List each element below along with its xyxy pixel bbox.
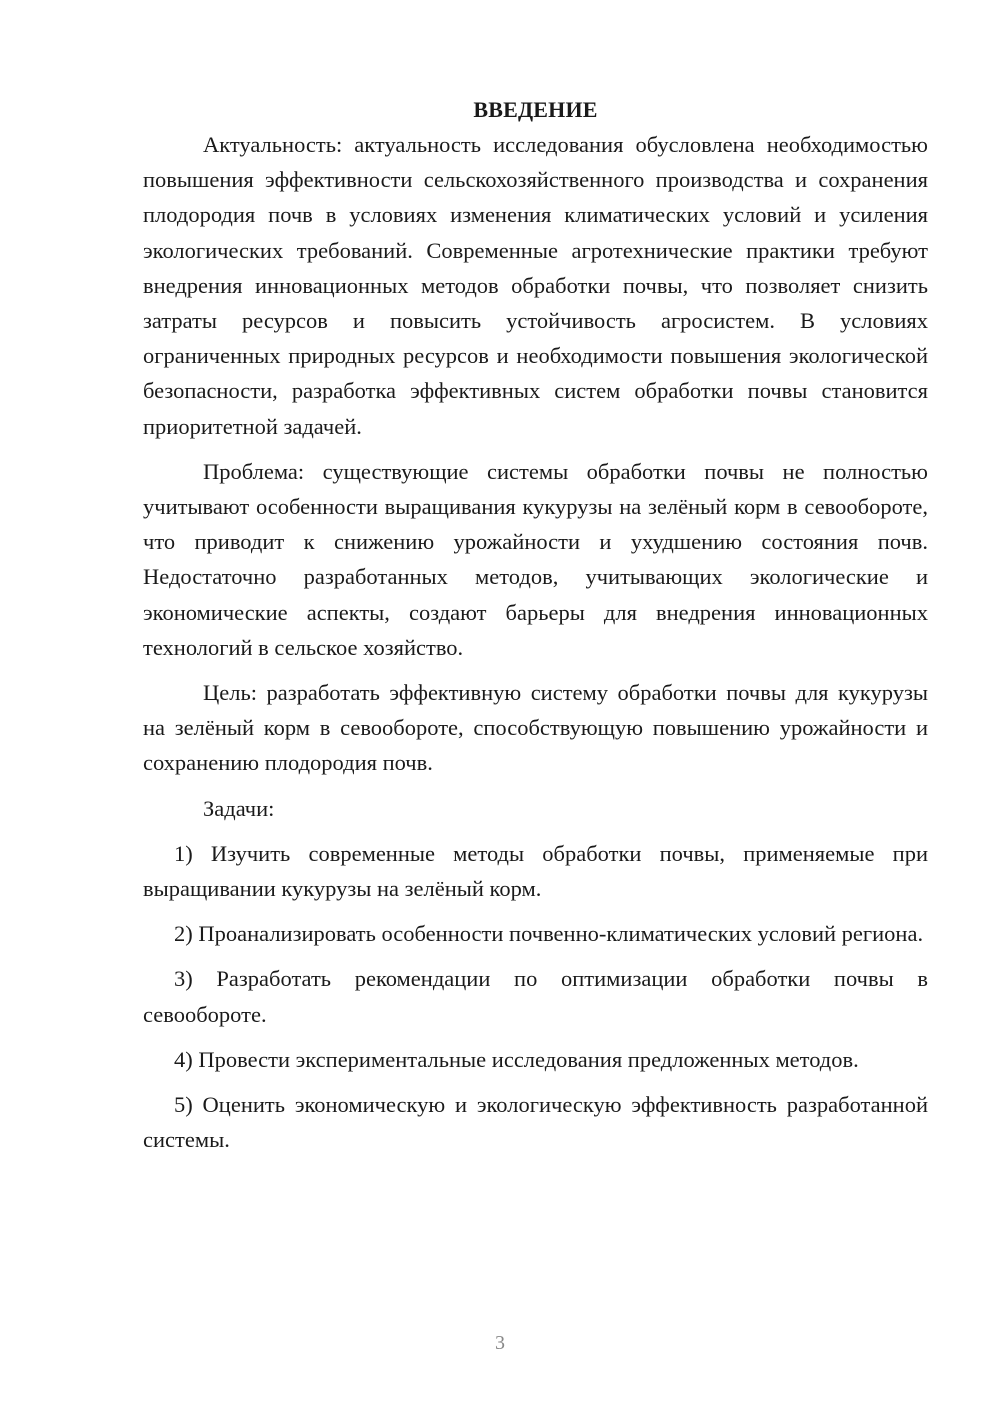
task-item: 5) Оценить экономическую и экологическую эффективность разработанной системы. (143, 1092, 928, 1153)
tasks-label: Задачи: (203, 795, 275, 821)
page-number: 3 (495, 1332, 505, 1354)
paragraph-problem: Проблема: существующие системы обработки почвы не полностью учитывают особенности выращивания кукурузы на зелёный корм в севообороте, что приводит к снижению урожайности и ухудшению состояния почв. Недостаточно разработанных методов, учитывающих экологические и экономические аспекты, создают барьеры для внедрения инновационных технологий в сельское хозяйство. (143, 458, 928, 660)
paragraph-relevance: Актуальность: актуальность исследования обусловлена необходимостью повышения эффективности сельскохозяйственного производства и сохранения плодородия почв в условиях изменения климатических условий и усиления экологических требований. Современные агротехнические практики требуют внедрения инновационных методов обработки почвы, что позволяет снизить затраты ресурсов и повысить устойчивость агросистем. В условиях ограниченных природных ресурсов и необходимости повышения экологической безопасности, разработка эффективных систем обработки почвы становится приоритетной задачей. (143, 132, 928, 439)
task-item: 4) Провести экспериментальные исследования предложенных методов. (174, 1046, 859, 1072)
tasks-list (143, 836, 928, 1158)
paragraph-goal: Цель: разработать эффективную систему обработки почвы для кукурузы на зелёный корм в севообороте, способствующую повышению урожайности и сохранению плодородия почв. (143, 680, 928, 776)
task-item: 1) Изучить современные методы обработки почвы, применяемые при выращивании кукурузы на зелёный корм. (143, 840, 928, 902)
document-page (143, 92, 928, 1157)
task-item: 2) Проанализировать особенности почвенно-климатических условий региона. (174, 921, 924, 947)
page-heading: ВВЕДЕНИЕ (473, 97, 598, 122)
task-item: 3) Разработать рекомендации по оптимизации обработки почвы в севообороте. (143, 966, 928, 1027)
